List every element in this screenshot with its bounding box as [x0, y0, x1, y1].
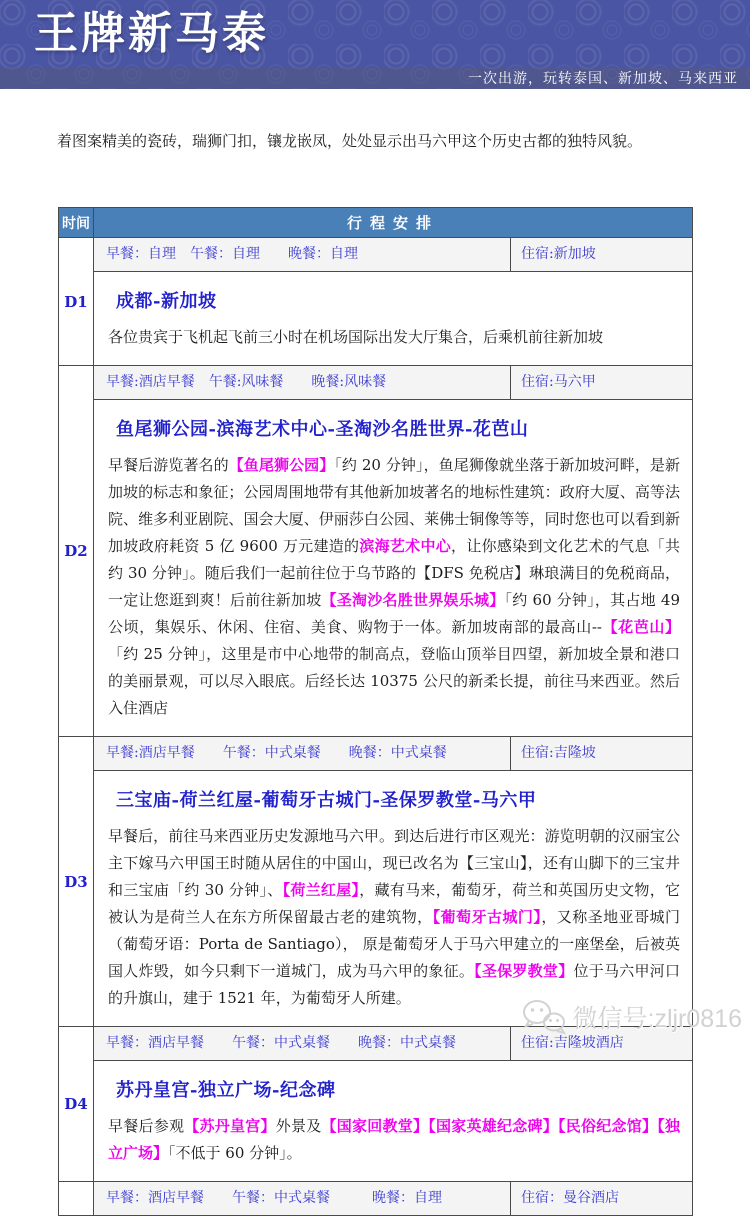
- highlighted-attraction: 【圣保罗教堂】: [474, 962, 574, 980]
- day-label: D1: [59, 238, 94, 366]
- day-description: [108, 324, 680, 351]
- description-text: 早餐后，前往马来西亚历史发源地马六甲。到达后进行市区观光：游览明朝的汉丽宝公主下嫁马六甲国王时随从居住的中国山，现已改名为【三宝山】，还有山脚下的三宝井和三宝庙「约 30 分钟」、: [108, 827, 681, 899]
- highlighted-attraction: 【国家回教堂】【国家英雄纪念碑】【民俗纪念馆】【独立广场】: [108, 1117, 680, 1162]
- header-subtitle-band: [0, 67, 750, 89]
- day-content-row: [59, 1061, 693, 1182]
- day-title: 成都-新加坡: [116, 291, 217, 312]
- day-label: D3: [59, 737, 94, 1027]
- day-content-cell: [94, 771, 693, 1027]
- day-content-row: [59, 400, 693, 737]
- page-header: [0, 0, 750, 89]
- column-header-schedule: 行程安排: [94, 208, 693, 238]
- description-text: 早餐后参观: [108, 1117, 185, 1135]
- itinerary-table-body: [59, 238, 693, 1216]
- meals-text: 早餐：酒店早餐 午餐：中式桌餐 晚餐：自理: [94, 1182, 511, 1216]
- day-content-cell: [94, 400, 693, 737]
- description-text: 外景及: [275, 1117, 322, 1135]
- day-meal-row: [59, 238, 693, 272]
- day-description: [108, 452, 680, 722]
- column-header-time: 时间: [59, 208, 94, 238]
- highlighted-attraction: 【圣淘沙名胜世界娱乐城】: [321, 591, 505, 609]
- stay-text: 住宿：曼谷酒店: [511, 1182, 693, 1216]
- meals-text: 早餐:酒店早餐 午餐:风味餐 晚餐:风味餐: [94, 366, 511, 400]
- itinerary-table: [58, 207, 693, 1216]
- stay-text: 住宿:马六甲: [511, 366, 693, 400]
- day-description: [108, 1113, 680, 1167]
- brand-title: 王牌新马泰: [34, 9, 269, 58]
- description-text: 各位贵宾于飞机起飞前三小时在机场国际出发大厅集合，后乘机前往新加坡: [108, 328, 604, 346]
- highlighted-attraction: 【葡萄牙古城门】: [432, 908, 542, 926]
- day-title: 苏丹皇宫-独立广场-纪念碑: [116, 1080, 336, 1101]
- description-text: ，藏有马来，葡萄牙，荷兰和英国历史文物，它被认为是荷兰人在东方所保留最古老的建筑物，: [108, 881, 680, 926]
- meals-text: 早餐：酒店早餐 午餐：中式桌餐 晚餐：中式桌餐: [94, 1027, 511, 1061]
- day-content-row: [59, 272, 693, 366]
- stay-text: 住宿:新加坡: [511, 238, 693, 272]
- day-meal-row: [59, 1182, 693, 1216]
- stay-text: 住宿:吉隆坡: [511, 737, 693, 771]
- description-text: ，又称圣地亚哥城门（葡萄牙语：Porta de Santiago）， 原是葡萄牙人于马六甲建立的一座堡垒，后被英国人炸毁，如今只剩下一道城门，成为马六甲的象征。: [108, 908, 681, 980]
- wechat-id-text: 微信号:zljr0816: [572, 1005, 742, 1033]
- day-meal-row: [59, 737, 693, 771]
- wechat-icon: [521, 998, 567, 1036]
- highlighted-attraction: 【鱼尾狮公园】: [228, 456, 335, 474]
- day-meal-row: [59, 366, 693, 400]
- highlighted-attraction: 【苏丹皇宫】: [184, 1117, 276, 1135]
- description-text: 「约 60 分钟」，其占地 49 公顷，集娱乐、休闲、住宿、美食、购物于一体。新加坡南部的最高山--: [108, 591, 681, 636]
- day-content-cell: [94, 272, 693, 366]
- table-header-row: [59, 208, 693, 238]
- day-title: 鱼尾狮公园-滨海艺术中心-圣淘沙名胜世界-花芭山: [116, 419, 529, 440]
- intro-paragraph: 着图案精美的瓷砖，瑞狮门扣，镶龙嵌凤，处处显示出马六甲这个历史古都的独特风貌。: [57, 132, 643, 150]
- wechat-watermark: [521, 998, 743, 1036]
- day-content-row: [59, 771, 693, 1027]
- meals-text: 早餐：自理 午餐：自理 晚餐：自理: [94, 238, 511, 272]
- day-description: [108, 823, 680, 1012]
- description-text: 位于马六甲河口的升旗山，建于 1521 年，为葡萄牙人所建。: [108, 962, 680, 1007]
- highlighted-attraction: 【荷兰红屋】: [282, 881, 360, 899]
- day-title: 三宝庙-荷兰红屋-葡萄牙古城门-圣保罗教堂-马六甲: [116, 790, 537, 811]
- highlighted-attraction: 【花芭山】: [601, 618, 681, 636]
- description-text: 「约 20 分钟」，鱼尾狮像就坐落于新加坡河畔，是新加坡的标志和象征；公园周围地带有其他新加坡著名的地标性建筑：政府大厦、高等法院、维多利亚剧院、国会大厦、伊丽莎白公园、莱佛士铜像等等，同时您也可以看到新加坡政府耗资 5 亿 9600 万元建造的: [108, 456, 681, 555]
- highlighted-attraction: 滨海艺术中心: [359, 537, 452, 555]
- day-label: D4: [59, 1027, 94, 1182]
- description-text: 「不低于 60 分钟」。: [168, 1144, 302, 1162]
- description-text: 早餐后游览著名的: [108, 456, 229, 474]
- stay-text: 住宿:吉隆坡酒店: [511, 1027, 693, 1061]
- header-subtitle: 一次出游，玩转泰国、新加坡、马来西亚: [468, 70, 738, 86]
- day-content-cell: [94, 1061, 693, 1182]
- day-label: [59, 1182, 94, 1216]
- description-text: ，让你感染到文化艺术的气息「共约 30 分钟」。随后我们一起前往位于乌节路的【DFS 免税店】琳琅满目的免税商品，一定让您逛到爽！后前往新加坡: [108, 537, 681, 609]
- description-text: 「约 25 分钟」，这里是市中心地带的制高点，登临山顶举目四望，新加坡全景和港口的美丽景观，可以尽入眼底。后经长达 10375 公尺的新柔长提，前往马来西亚。然后入住酒店: [108, 645, 681, 717]
- day-label: D2: [59, 366, 94, 737]
- meals-text: 早餐:酒店早餐 午餐：中式桌餐 晚餐：中式桌餐: [94, 737, 511, 771]
